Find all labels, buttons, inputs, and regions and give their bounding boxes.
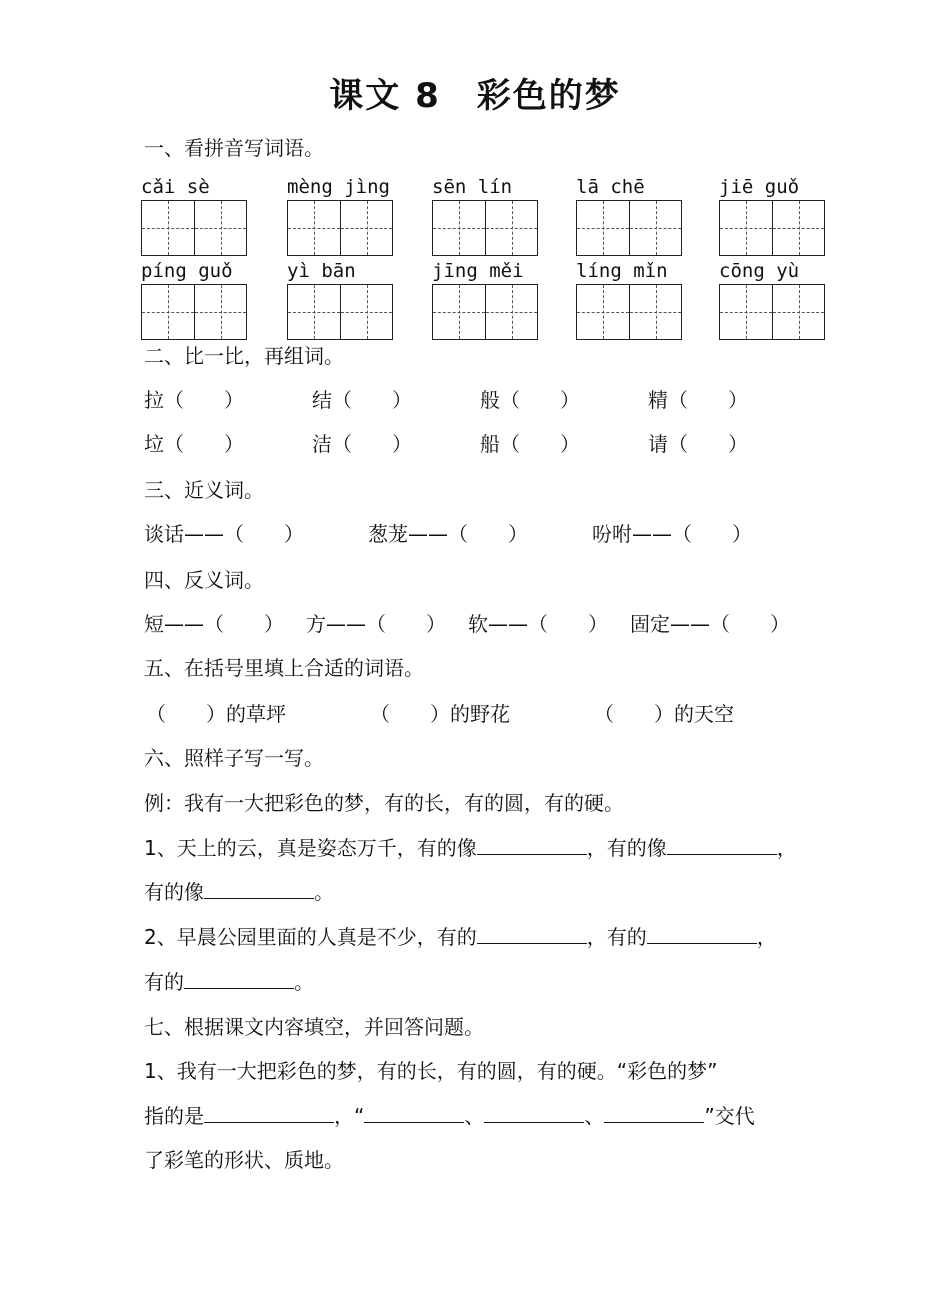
- question-6-1-line-1: [144, 832, 797, 861]
- example-sentence: 例：我有一大把彩色的梦，有的长，有的圆，有的硬。: [144, 791, 624, 815]
- fill-phrase-item: （ ）的野花: [370, 702, 510, 726]
- compare-item: 结（ ）: [312, 388, 412, 412]
- question-7-1-line-2: [144, 1100, 755, 1129]
- compare-item: 洁（ ）: [312, 432, 412, 456]
- fill-phrase-item: （ ）的草坪: [146, 702, 286, 726]
- writing-grid[interactable]: [719, 200, 825, 256]
- question-text: 、: [464, 1104, 485, 1128]
- antonym-item: 短——（ ）: [144, 612, 284, 636]
- compare-item: 般（ ）: [480, 388, 580, 412]
- answer-blank[interactable]: [364, 1102, 464, 1123]
- answer-blank[interactable]: [647, 923, 757, 944]
- answer-blank[interactable]: [204, 1102, 334, 1123]
- pinyin-label: jiē guǒ: [719, 176, 800, 198]
- writing-grid[interactable]: [141, 284, 247, 340]
- question-7-1-line-3: 了彩笔的形状、质地。: [144, 1148, 344, 1172]
- answer-blank[interactable]: [477, 923, 587, 944]
- question-text: 有的: [144, 970, 184, 994]
- answer-blank[interactable]: [477, 834, 587, 855]
- pinyin-label: cōng yù: [719, 260, 800, 282]
- compare-item: 船（ ）: [480, 432, 580, 456]
- fill-phrase-item: （ ）的天空: [594, 702, 734, 726]
- section1-heading: 一、看拼音写词语。: [144, 136, 324, 160]
- writing-grid[interactable]: [719, 284, 825, 340]
- writing-grid[interactable]: [432, 284, 538, 340]
- question-text: ，: [776, 836, 797, 860]
- section3-heading: 三、近义词。: [144, 478, 264, 502]
- pinyin-label: lā chē: [576, 176, 645, 198]
- question-text: ”交代: [704, 1104, 755, 1128]
- writing-grid[interactable]: [141, 200, 247, 256]
- section2-heading: 二、比一比，再组词。: [144, 344, 344, 368]
- pinyin-label: yì bān: [287, 260, 356, 282]
- synonym-item: 谈话——（ ）: [144, 522, 304, 546]
- antonym-item: 固定——（ ）: [630, 612, 790, 636]
- section4-heading: 四、反义词。: [144, 568, 264, 592]
- question-text: 有的像: [144, 880, 204, 904]
- question-text: ，: [756, 925, 777, 949]
- compare-item: 垃（ ）: [144, 432, 244, 456]
- answer-blank[interactable]: [204, 878, 314, 899]
- writing-grid[interactable]: [287, 200, 393, 256]
- pinyin-label: mèng jìng: [287, 176, 390, 198]
- question-text: 、: [584, 1104, 605, 1128]
- pinyin-label: jīng měi: [432, 260, 524, 282]
- question-text: 。: [314, 880, 334, 904]
- question-7-1-line-1: 1、我有一大把彩色的梦，有的长，有的圆，有的硬。“彩色的梦”: [144, 1059, 718, 1083]
- writing-grid[interactable]: [576, 284, 682, 340]
- section7-heading: 七、根据课文内容填空，并回答问题。: [144, 1015, 484, 1039]
- question-6-2-line-1: [144, 921, 777, 950]
- writing-grid[interactable]: [432, 200, 538, 256]
- question-text: ，“: [334, 1104, 365, 1128]
- antonym-item: 软——（ ）: [468, 612, 608, 636]
- question-text: 。: [294, 970, 314, 994]
- page-title: 课文 8 彩色的梦: [329, 76, 621, 116]
- question-text: ，有的像: [586, 836, 667, 860]
- pinyin-label: sēn lín: [432, 176, 513, 198]
- writing-grid[interactable]: [576, 200, 682, 256]
- section5-heading: 五、在括号里填上合适的词语。: [144, 656, 424, 680]
- question-text: ，有的: [586, 925, 647, 949]
- synonym-item: 葱茏——（ ）: [368, 522, 528, 546]
- compare-item: 拉（ ）: [144, 388, 244, 412]
- section6-heading: 六、照样子写一写。: [144, 746, 324, 770]
- pinyin-label: líng mǐn: [576, 260, 668, 282]
- answer-blank[interactable]: [604, 1102, 704, 1123]
- question-6-1-line-2: [144, 876, 334, 905]
- answer-blank[interactable]: [484, 1102, 584, 1123]
- question-text: 2、早晨公园里面的人真是不少，有的: [144, 925, 477, 949]
- answer-blank[interactable]: [184, 968, 294, 989]
- antonym-item: 方——（ ）: [306, 612, 446, 636]
- question-text: 指的是: [144, 1104, 204, 1128]
- compare-item: 精（ ）: [648, 388, 748, 412]
- question-text: 1、天上的云，真是姿态万千，有的像: [144, 836, 477, 860]
- answer-blank[interactable]: [667, 834, 777, 855]
- pinyin-label: cǎi sè: [141, 176, 210, 198]
- question-6-2-line-2: [144, 966, 314, 995]
- writing-grid[interactable]: [287, 284, 393, 340]
- compare-item: 请（ ）: [648, 432, 748, 456]
- pinyin-label: píng guǒ: [141, 260, 233, 282]
- synonym-item: 吩咐——（ ）: [592, 522, 752, 546]
